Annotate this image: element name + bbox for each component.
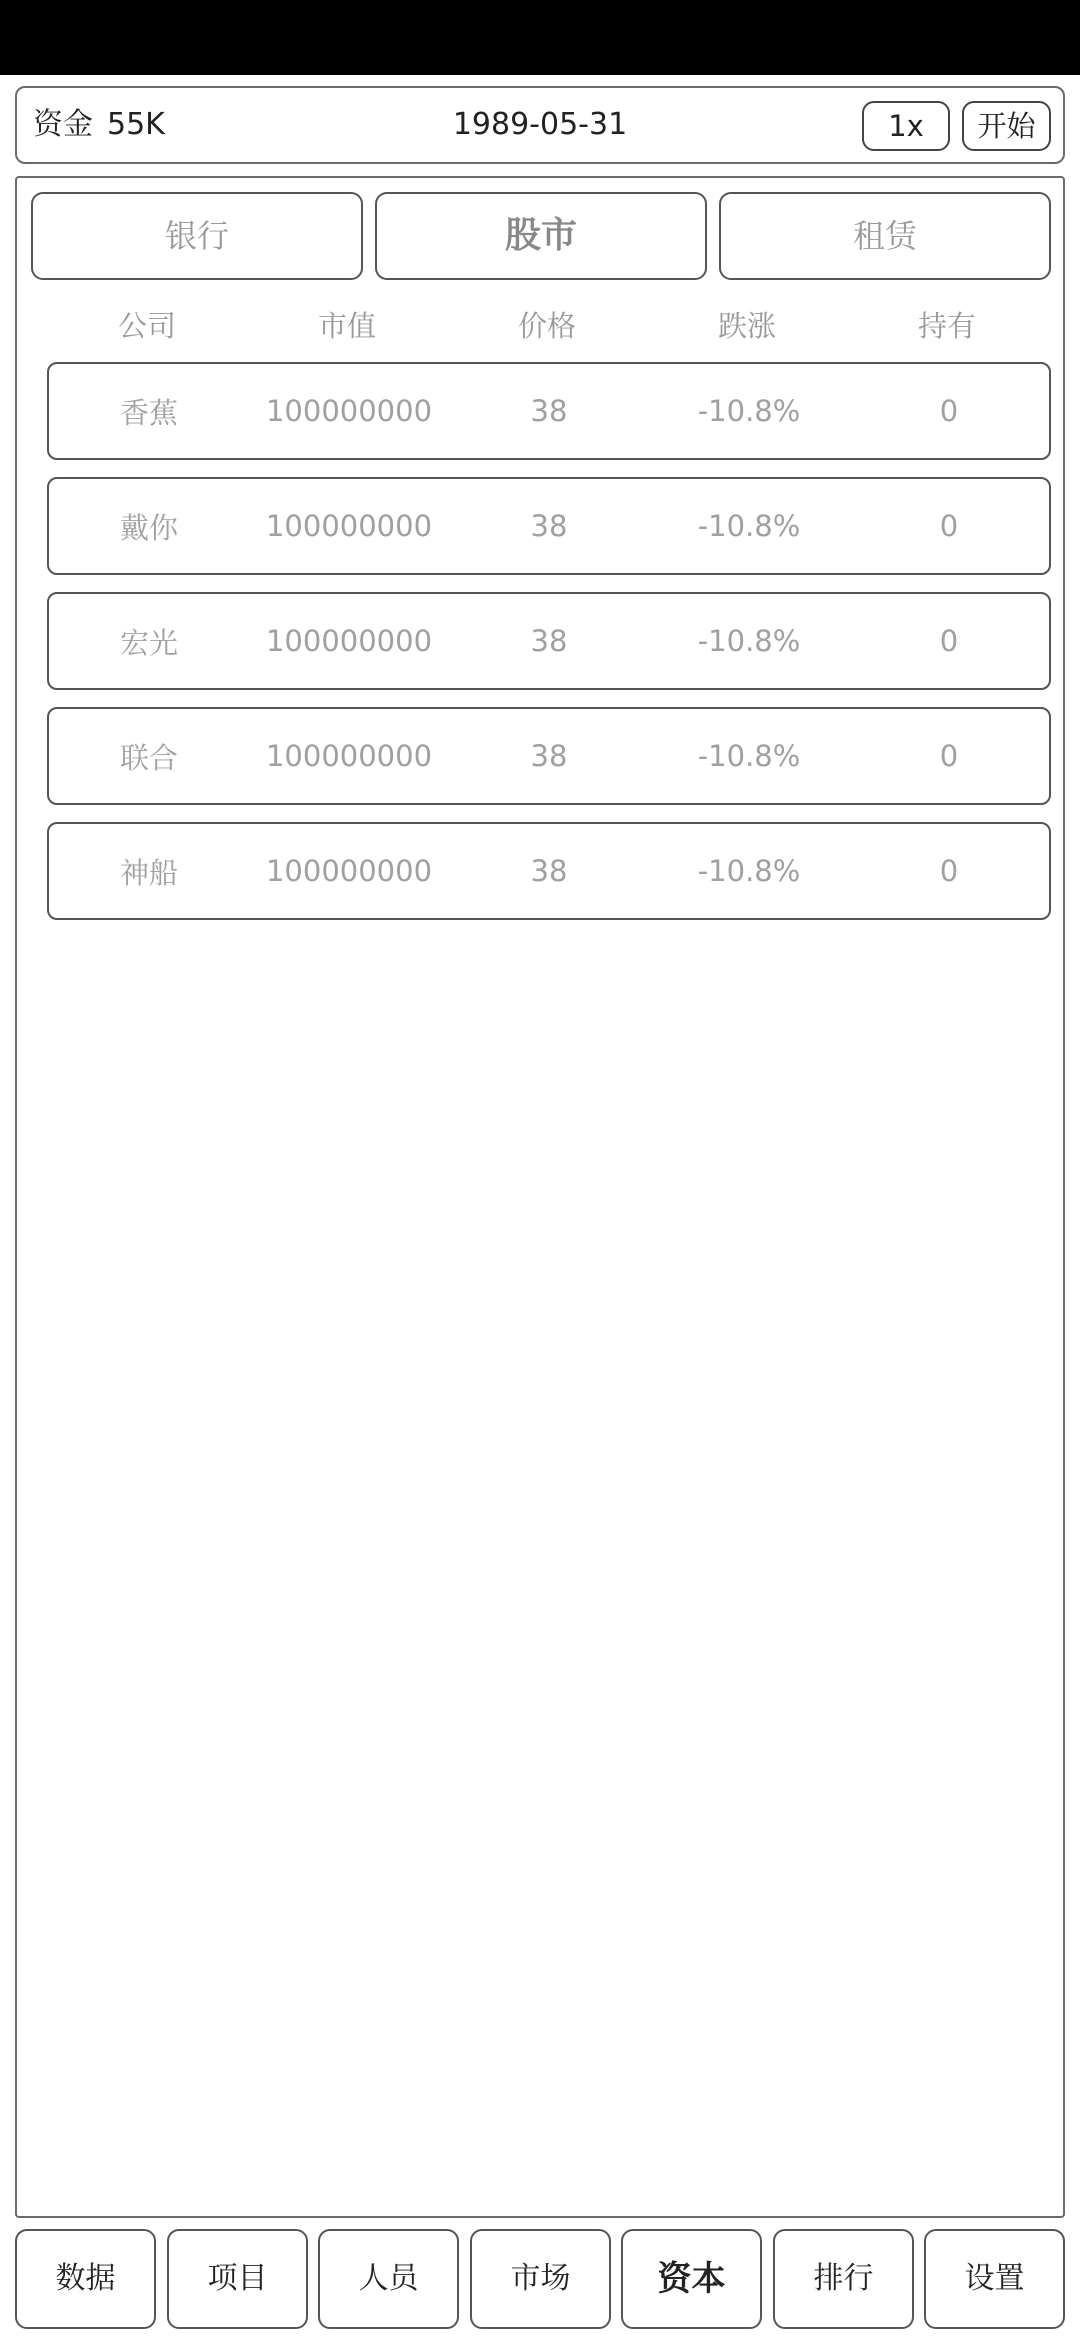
company-name: 宏光 (119, 625, 178, 660)
game-date: 1989-05-31 (452, 107, 628, 142)
funds-display (33, 88, 165, 162)
subtab-bank[interactable]: 银行 (31, 192, 363, 280)
holding: 0 (939, 394, 959, 428)
price: 38 (530, 854, 568, 888)
column-header-company: 公司 (117, 308, 176, 343)
holding: 0 (939, 509, 959, 543)
holding: 0 (939, 739, 959, 773)
price: 38 (530, 509, 568, 543)
capital-panel (15, 176, 1065, 2218)
bottom-nav (15, 2229, 1065, 2329)
change: -10.8% (697, 509, 801, 543)
stock-row[interactable] (47, 362, 1051, 460)
change: -10.8% (697, 739, 801, 773)
market-cap: 100000000 (265, 624, 433, 658)
column-header-change: 跌涨 (717, 308, 776, 343)
change: -10.8% (697, 394, 801, 428)
stock-row[interactable] (47, 707, 1051, 805)
holding: 0 (939, 854, 959, 888)
price: 38 (530, 624, 568, 658)
stock-table-header (47, 294, 1051, 354)
stock-row[interactable] (47, 477, 1051, 575)
stock-row[interactable] (47, 592, 1051, 690)
company-name: 香蕉 (119, 395, 178, 430)
price: 38 (530, 394, 568, 428)
nav-capital[interactable]: 资本 (621, 2229, 762, 2329)
company-name: 神船 (119, 855, 178, 890)
subtab-lease[interactable]: 租赁 (719, 192, 1051, 280)
top-bar (15, 86, 1065, 164)
stock-row[interactable] (47, 822, 1051, 920)
change: -10.8% (697, 624, 801, 658)
change: -10.8% (697, 854, 801, 888)
holding: 0 (939, 624, 959, 658)
status-bar (0, 0, 1080, 75)
column-header-market-cap: 市值 (317, 308, 376, 343)
column-header-holding: 持有 (917, 308, 976, 343)
price: 38 (530, 739, 568, 773)
funds-label: 资金 (33, 107, 93, 142)
nav-ranking[interactable]: 排行 (773, 2229, 914, 2329)
market-cap: 100000000 (265, 394, 433, 428)
column-header-price: 价格 (517, 308, 576, 343)
market-cap: 100000000 (265, 854, 433, 888)
market-cap: 100000000 (265, 509, 433, 543)
nav-market[interactable]: 市场 (470, 2229, 611, 2329)
speed-button[interactable]: 1x (862, 101, 950, 151)
subtab-stock-market[interactable]: 股市 (375, 192, 707, 280)
nav-settings[interactable]: 设置 (924, 2229, 1065, 2329)
nav-projects[interactable]: 项目 (167, 2229, 308, 2329)
company-name: 联合 (119, 740, 178, 775)
market-cap: 100000000 (265, 739, 433, 773)
nav-data[interactable]: 数据 (15, 2229, 156, 2329)
start-button[interactable]: 开始 (962, 101, 1051, 151)
nav-staff[interactable]: 人员 (318, 2229, 459, 2329)
funds-value: 55K (107, 107, 165, 142)
company-name: 戴你 (119, 510, 178, 545)
